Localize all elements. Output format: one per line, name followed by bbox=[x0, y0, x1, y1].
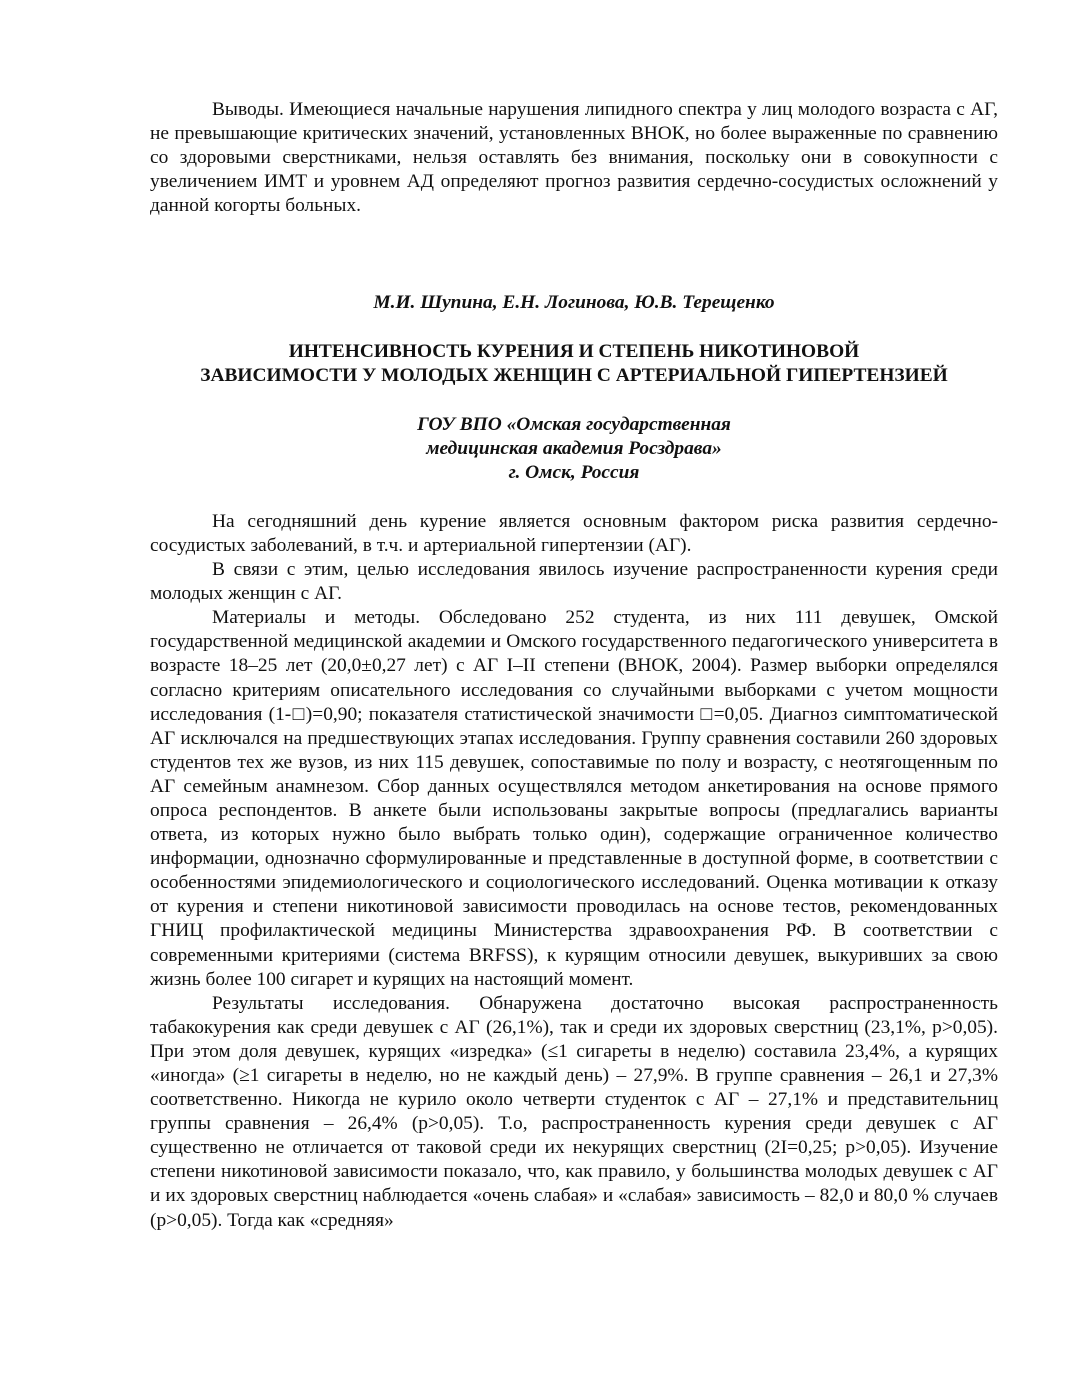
article-title bbox=[150, 340, 998, 389]
affiliation-line-3: г. Омск, Россия bbox=[508, 461, 640, 483]
body-paragraph-aim: В связи с этим, целью исследования явилось изучение распространенности курения среди молодых женщин с АГ. bbox=[150, 559, 998, 605]
article-title-line-1: ИНТЕНСИВНОСТЬ КУРЕНИЯ И СТЕПЕНЬ НИКОТИНОВОЙ bbox=[288, 340, 860, 362]
affiliation-line-2: медицинская академия Росздрава» bbox=[426, 437, 722, 459]
conclusion-paragraph: Выводы. Имеющиеся начальные нарушения липидного спектра у лиц молодого возраста с АГ, не превышающие критических значений, установленных ВНОК, но более выраженные по сравнению со здоровыми сверстниками, нельзя оставлять без внимания, поскольку они в совокупности с увеличением ИМТ и уровнем АД определяют прогноз развития сердечно-сосудистых осложнений у данной когорты больных. bbox=[150, 99, 998, 217]
body-paragraph-methods: Материалы и методы. Обследовано 252 студента, из них 111 девушек, Омской государственной медицинской академии и Омского государственного педагогического университета в возрасте 18–25 лет (20,0±0,27 лет) с АГ I–II степени (ВНОК, 2004). Размер выборки определялся согласно критериям описательного исследования со случайными выборками с учетом мощности исследования (1-□)=0,90; показателя статистической значимости □=0,05. Диагноз симптоматической АГ исключался на предшествующих этапах исследования. Группу сравнения составили 260 здоровых студентов тех же вузов, из них 115 девушек, сопоставимые по полу и возрасту, с неотягощенным по АГ семейным анамнезом. Сбор данных осуществлялся методом анкетирования на основе прямого опроса респондентов. В анкете были использованы закрытые вопросы (предлагались варианты ответа, из которых нужно было выбрать только один), содержащие ограниченное количество информации, однозначно сформулированные и представленные в доступной форме, в соответствии с особенностями эпидемиологического и социологического исследований. Оценка мотивации к отказу от курения и степени никотиновой зависимости проводилась на основе тестов, рекомендованных ГНИЦ профилактической медицины Министерства здравоохранения РФ. В соответствии с современными критериями (система BRFSS), к курящим относили девушек, выкуривших за свою жизнь более 100 сигарет и курящих на настоящий момент. bbox=[150, 607, 998, 990]
document-page bbox=[150, 98, 998, 1233]
article-title-line-2: ЗАВИСИМОСТИ У МОЛОДЫХ ЖЕНЩИН С АРТЕРИАЛЬНОЙ ГИПЕРТЕНЗИЕЙ bbox=[200, 365, 948, 387]
body-paragraph-intro: На сегодняшний день курение является основным фактором риска развития сердечно-сосудистых заболеваний, в т.ч. и артериальной гипертензии (АГ). bbox=[150, 510, 998, 556]
body-paragraph-results: Результаты исследования. Обнаружена достаточно высокая распространенность табакокурения как среди девушек с АГ (26,1%), так и среди их здоровых сверстниц (23,1%, p>0,05). При этом доля девушек, курящих «изредка» (≤1 сигареты в неделю) составила 23,4%, а курящих «иногда» (≥1 сигареты в неделю, но не каждый день) – 27,9%. В группе сравнения – 26,1 и 27,3% соответственно. Никогда не курило около четверти студенток с АГ – 27,1% и представительниц группы сравнения – 26,4% (p>0,05). Т.о, распространенность курения среди девушек с АГ существенно не отличается от таковой среди их некурящих сверстниц (2I=0,25; p>0,05). Изучение степени никотиновой зависимости показало, что, как правило, у большинства молодых девушек с АГ и их здоровых сверстниц наблюдается «очень слабая» и «слабая» зависимость – 82,0 и 80,0 % случаев (p>0,05). Тогда как «средняя» bbox=[150, 992, 998, 1231]
affiliation-line-1: ГОУ ВПО «Омская государственная bbox=[417, 413, 731, 435]
article-affiliation bbox=[150, 413, 998, 485]
article-authors: М.И. Шупина, Е.Н. Логинова, Ю.В. Терещенко bbox=[373, 292, 775, 314]
